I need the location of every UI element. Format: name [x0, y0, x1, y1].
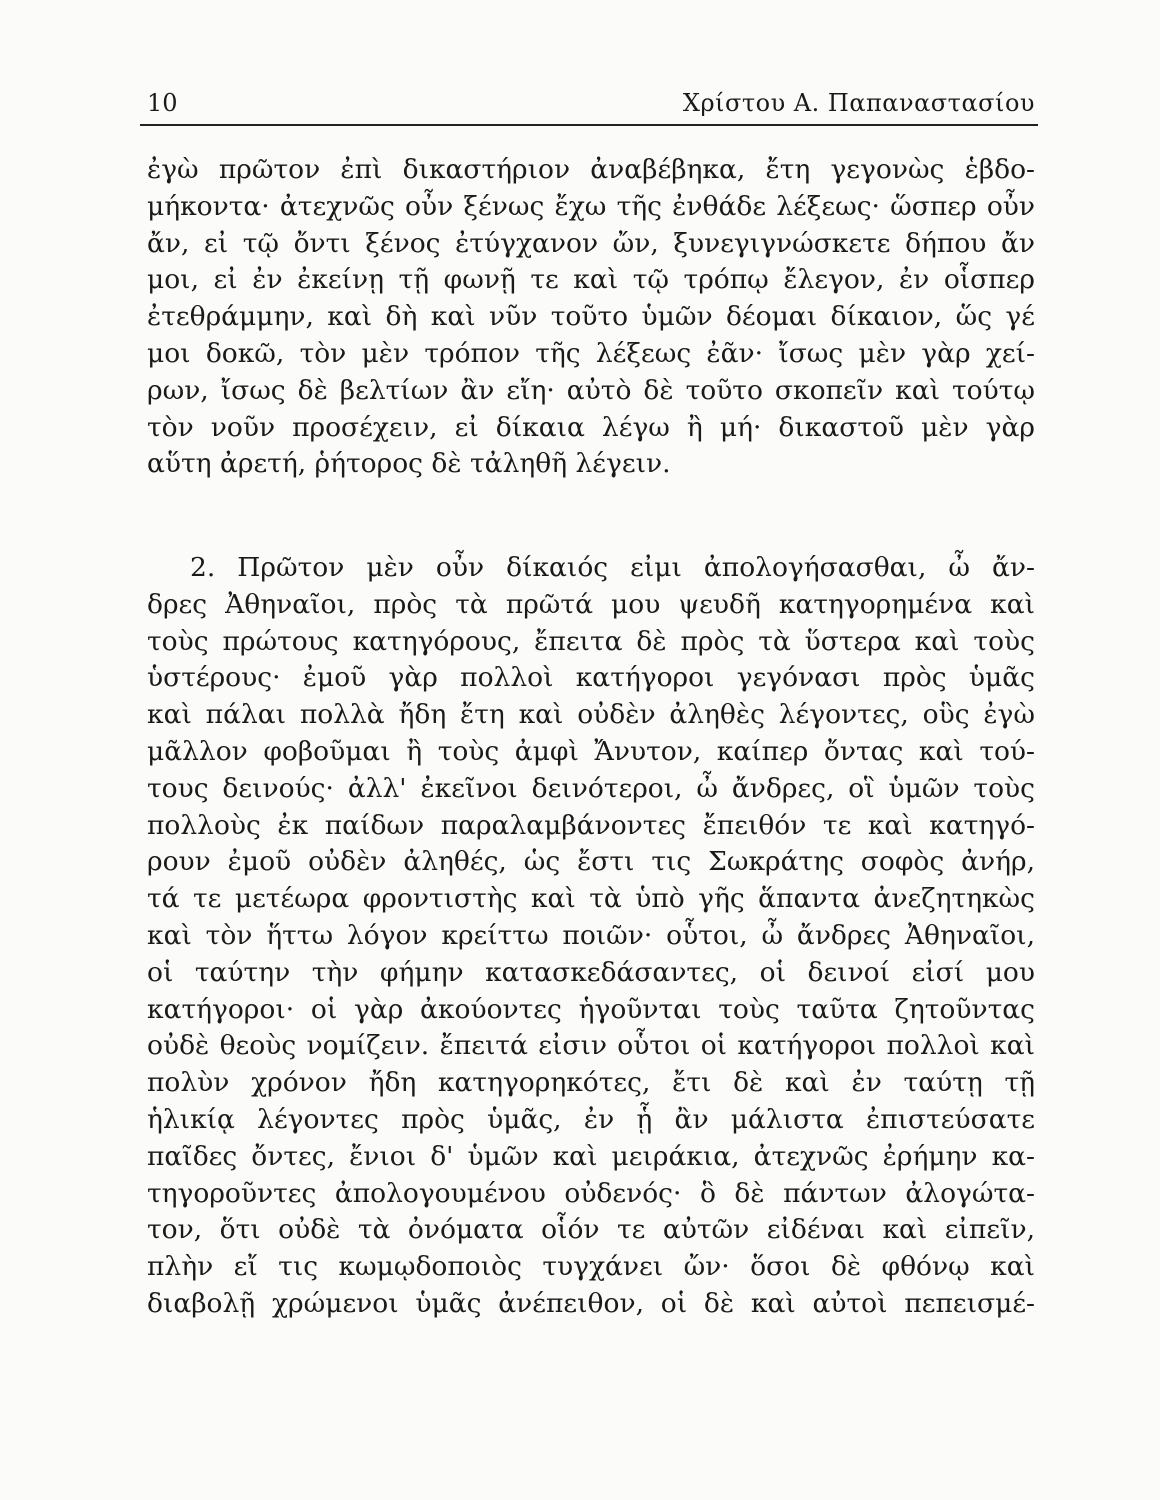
text-line: πολὺν χρόνον ἤδη κατηγορηκότες, ἔτι δὲ καὶ ἐν ταύτῃ τῇ [147, 1067, 1035, 1099]
text-line: ἐγὼ πρῶτον ἐπὶ δικαστήριον ἀναβέβηκα, ἔτη γεγονὼς ἑβδο- [147, 154, 1035, 185]
text-line: τηγοροῦντες ἀπολογουμένου οὐδενός· ὃ δὲ πάντων ἀλογώτα- [147, 1177, 1035, 1209]
text-line: τον, ὅτι οὐδὲ τὰ ὀνόματα οἷόν τε αὐτῶν εἰδέναι καὶ εἰπεῖν, [147, 1214, 1035, 1246]
text-line: μοι, εἰ ἐν ἐκείνῃ τῇ φωνῇ τε καὶ τῷ τρόπῳ ἔλεγον, ἐν οἷσπερ [147, 264, 1035, 296]
text-line: παῖδες ὄντες, ἔνιοι δ' ὑμῶν καὶ μειράκια, ἀτεχνῶς ἐρήμην κα- [147, 1140, 1035, 1172]
text-line: τους δεινούς· ἀλλ' ἐκεῖνοι δεινότεροι, ὦ ἄνδρες, οἳ ὑμῶν τοὺς [147, 772, 1035, 804]
text-line: μᾶλλον φοβοῦμαι ἢ τοὺς ἀμφὶ Ἄνυτον, καίπερ ὄντας καὶ τού- [147, 735, 1035, 767]
text-line: οἱ ταύτην τὴν φήμην κατασκεδάσαντες, οἱ δεινοί εἰσί μου [147, 956, 1035, 988]
text-line: πλὴν εἴ τις κωμῳδοποιὸς τυγχάνει ὤν· ὅσοι δὲ φθόνῳ καὶ [147, 1251, 1035, 1283]
text-line: δρες Ἀθηναῖοι, πρὸς τὰ πρῶτά μου ψευδῆ κατηγορημένα καὶ [147, 588, 1035, 620]
text-line: ἡλικίᾳ λέγοντες πρὸς ὑμᾶς, ἐν ᾗ ἂν μάλιστα ἐπιστεύσατε [147, 1103, 1035, 1135]
text-line: αὕτη ἀρετή, ῥήτορος δὲ τἀληθῆ λέγειν. [147, 448, 671, 480]
page-number: 10 [147, 89, 178, 117]
text-line: καὶ πάλαι πολλὰ ἤδη ἔτη καὶ οὐδὲν ἀληθὲς λέγοντες, οὓς ἐγὼ [147, 699, 1035, 731]
text-line: ὑστέρους· ἐμοῦ γὰρ πολλοὶ κατήγοροι γεγόνασι πρὸς ὑμᾶς [147, 662, 1035, 694]
running-head: Χρίστου Α. Παπαναστασίου [682, 89, 1035, 117]
paragraph-2 [147, 550, 1035, 1323]
text-line: μοι δοκῶ, τὸν μὲν τρόπον τῆς λέξεως ἐᾶν· ἴσως μὲν γὰρ χεί- [147, 337, 1035, 369]
text-line: ρων, ἴσως δὲ βελτίων ἂν εἴη· αὐτὸ δὲ τοῦτο σκοπεῖν καὶ τούτῳ [147, 374, 1035, 406]
text-line: ἐτεθράμμην, καὶ δὴ καὶ νῦν τοῦτο ὑμῶν δέομαι δίκαιον, ὥς γέ [147, 301, 1035, 333]
text-line: διαβολῇ χρώμενοι ὑμᾶς ἀνέπειθον, οἱ δὲ καὶ αὐτοὶ πεπεισμέ- [147, 1287, 1035, 1319]
text-line: καὶ τὸν ἥττω λόγον κρείττω ποιῶν· οὗτοι, ὦ ἄνδρες Ἀθηναῖοι, [147, 919, 1035, 951]
text-line: κατήγοροι· οἱ γὰρ ἀκούοντες ἡγοῦνται τοὺς ταῦτα ζητοῦντας [147, 993, 1035, 1025]
text-line: τά τε μετέωρα φροντιστὴς καὶ τὰ ὑπὸ γῆς ἅπαντα ἀνεζητηκὼς [147, 883, 1035, 915]
text-line: 2. Πρῶτον μὲν οὖν δίκαιός εἰμι ἀπολογήσασθαι, ὦ ἄν- [190, 552, 1035, 583]
text-line: οὐδὲ θεοὺς νομίζειν. ἔπειτά εἰσιν οὗτοι οἱ κατήγοροι πολλοὶ καὶ [147, 1030, 1035, 1062]
text-line: τὸν νοῦν προσέχειν, εἰ δίκαια λέγω ἢ μή· δικαστοῦ μὲν γὰρ [147, 411, 1035, 443]
page-header [147, 88, 1035, 120]
text-line: ἄν, εἰ τῷ ὄντι ξένος ἐτύγχανον ὤν, ξυνεγιγνώσκετε δήπου ἄν [147, 227, 1035, 259]
text-line: μήκοντα· ἀτεχνῶς οὖν ξένως ἔχω τῆς ἐνθάδε λέξεως· ὥσπερ οὖν [147, 190, 1035, 222]
text-line: τοὺς πρώτους κατηγόρους, ἔπειτα δὲ πρὸς τὰ ὕστερα καὶ τοὺς [147, 625, 1035, 657]
paragraph-1 [147, 152, 1035, 483]
text-line: πολλοὺς ἐκ παίδων παραλαμβάνοντες ἔπειθόν τε καὶ κατηγό- [147, 809, 1035, 841]
text-line: ρουν ἐμοῦ οὐδὲν ἀληθές, ὡς ἔστι τις Σωκράτης σοφὸς ἀνήρ, [147, 846, 1035, 878]
header-rule [140, 124, 1038, 126]
